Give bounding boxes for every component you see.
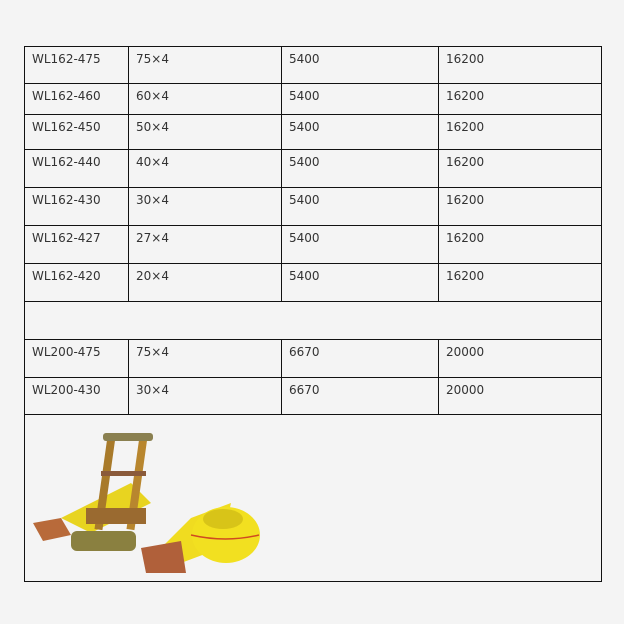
product-image-cell [25,415,602,582]
cell-v2: 16200 [439,47,602,84]
cell-v1: 5400 [282,226,439,264]
cell-size: 60×4 [129,84,282,115]
product-spec-table [24,46,602,582]
cell-size: 27×4 [129,226,282,264]
cell-model: WL162-427 [25,226,129,264]
cell-model: WL162-440 [25,150,129,188]
cell-model: WL162-430 [25,188,129,226]
table-row [25,188,602,226]
table-row [25,226,602,264]
cell-v1: 5400 [282,150,439,188]
cell-v2: 20000 [439,378,602,415]
table-row [25,264,602,302]
cell-v1: 5400 [282,47,439,84]
table-row [25,378,602,415]
cell-model: WL162-475 [25,47,129,84]
table-row [25,47,602,84]
ratchet-strap-image [31,423,281,578]
cell-size: 50×4 [129,115,282,150]
table-row [25,150,602,188]
cell-size: 20×4 [129,264,282,302]
cell-model: WL162-460 [25,84,129,115]
table-row [25,340,602,378]
cell-size: 30×4 [129,378,282,415]
table-row [25,115,602,150]
spacer-row [25,302,602,340]
table-row [25,84,602,115]
cell-v2: 16200 [439,264,602,302]
cell-v2: 16200 [439,84,602,115]
cell-model: WL200-475 [25,340,129,378]
cell-v1: 6670 [282,340,439,378]
cell-v2: 16200 [439,115,602,150]
cell-v2: 16200 [439,226,602,264]
cell-v1: 5400 [282,115,439,150]
cell-size: 30×4 [129,188,282,226]
cell-v1: 6670 [282,378,439,415]
cell-model: WL162-450 [25,115,129,150]
cell-size: 75×4 [129,47,282,84]
cell-v2: 16200 [439,188,602,226]
empty-cell [25,302,602,340]
cell-v2: 20000 [439,340,602,378]
cell-v1: 5400 [282,188,439,226]
cell-v1: 5400 [282,264,439,302]
cell-v2: 16200 [439,150,602,188]
cell-size: 40×4 [129,150,282,188]
cell-model: WL200-430 [25,378,129,415]
cell-size: 75×4 [129,340,282,378]
cell-v1: 5400 [282,84,439,115]
cell-model: WL162-420 [25,264,129,302]
